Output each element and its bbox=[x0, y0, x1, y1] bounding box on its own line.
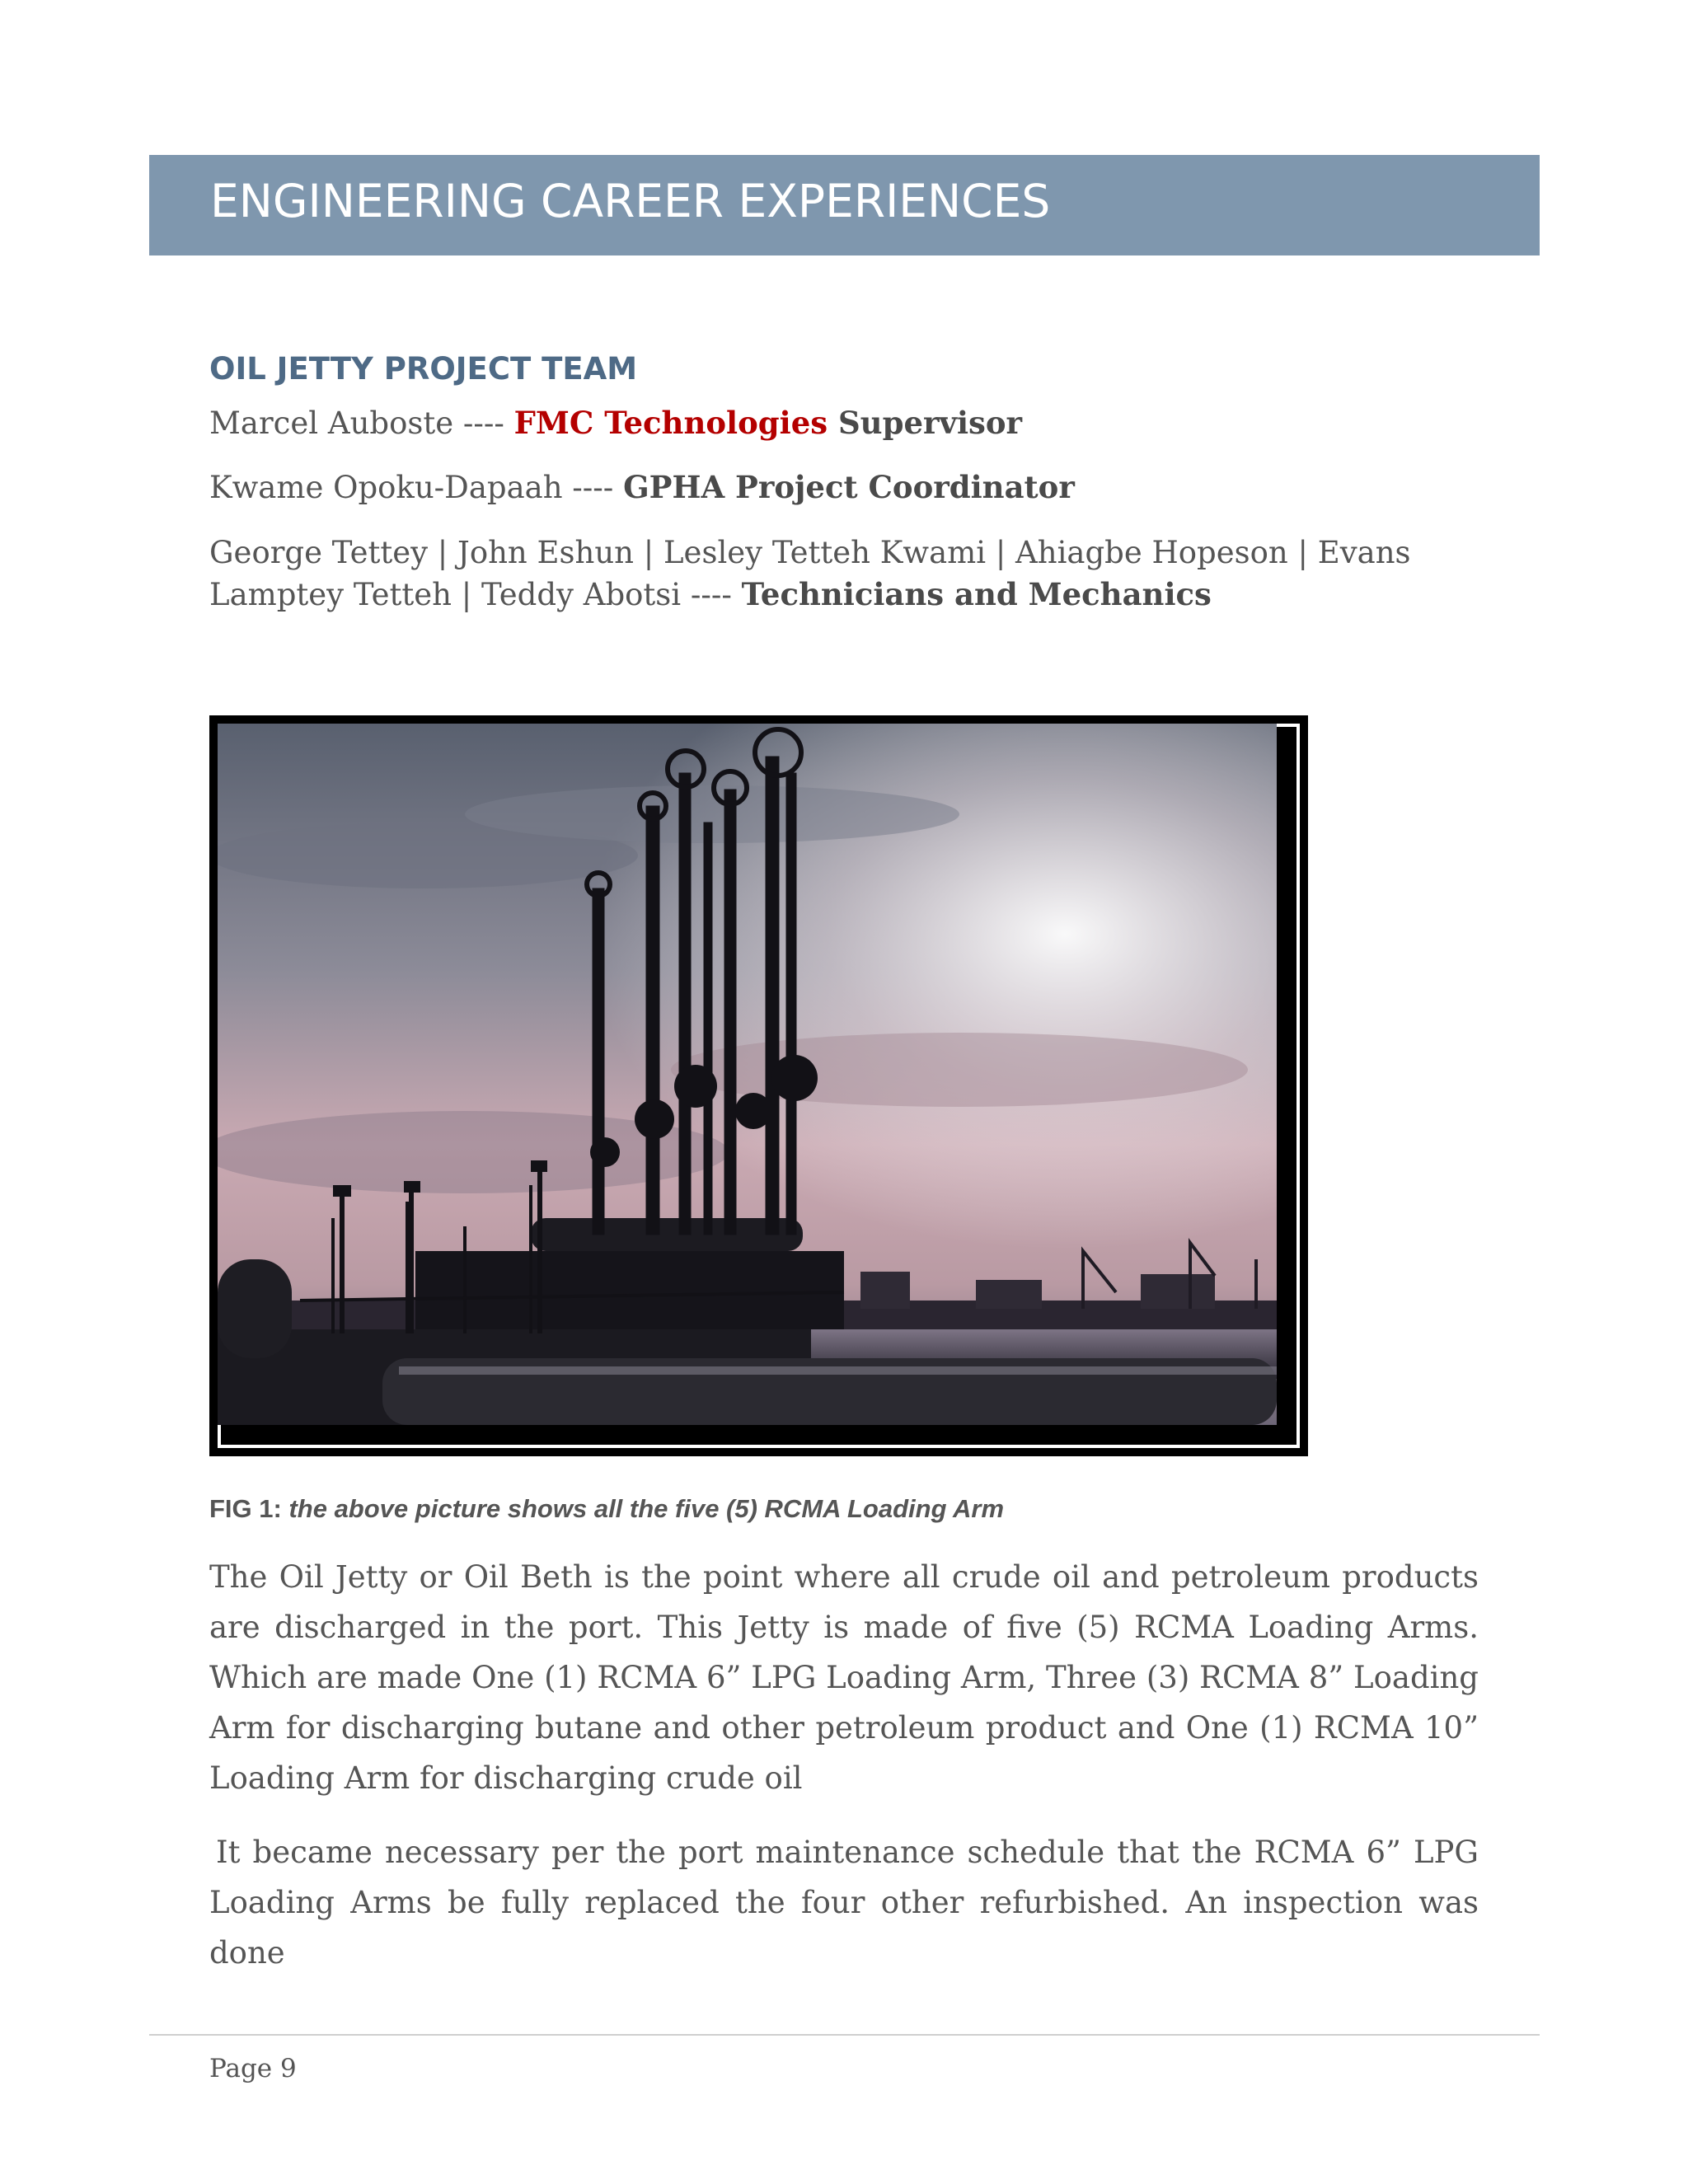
page-number: Page 9 bbox=[209, 2054, 297, 2083]
member-names: Marcel Auboste ---- bbox=[209, 405, 514, 441]
member-role: Technicians and Mechanics bbox=[741, 576, 1212, 612]
member-role: Supervisor bbox=[828, 405, 1023, 441]
figure-caption-text: the above picture shows all the five (5) RCMA Loading Arm bbox=[281, 1494, 1005, 1523]
body-paragraph: The Oil Jetty or Oil Beth is the point where all crude oil and petroleum products are discharged in the port. This Jetty is made of five (5) RCMA Loading Arms. Which are made One (1) RCMA 6” LPG Loading Arm, Three (3) RCMA 8” Loading Arm for discharging butane and other petroleum product and One (1) RCMA 10” Loading Arm for discharging crude oil bbox=[209, 1559, 1479, 1796]
footer-divider bbox=[149, 2034, 1540, 2036]
team-heading: OIL JETTY PROJECT TEAM bbox=[209, 351, 638, 387]
member-names: George Tettey | John Eshun | Lesley Tetteh Kwami | Ahiagbe Hopeson | Evans Lamptey Tetteh | Teddy Abotsi ---- bbox=[209, 535, 1411, 612]
member-role: GPHA Project Coordinator bbox=[623, 469, 1075, 505]
member-names: Kwame Opoku-Dapaah ---- bbox=[209, 470, 624, 505]
company-name: FMC Technologies bbox=[513, 405, 828, 441]
section-title: ENGINEERING CAREER EXPERIENCES bbox=[210, 175, 1051, 227]
section-header-bar bbox=[149, 155, 1540, 255]
loading-arms-photo bbox=[218, 724, 1277, 1425]
figure-photo-frame bbox=[209, 715, 1308, 1456]
body-paragraph: It became necessary per the port maintenance schedule that the RCMA 6” LPG Loading Arms be fully replaced the four other refurbished. An inspection was done bbox=[209, 1835, 1479, 1971]
team-member-line bbox=[209, 402, 1495, 444]
team-member-line bbox=[209, 532, 1495, 616]
team-member-line bbox=[209, 466, 1495, 509]
figure-caption bbox=[209, 1494, 1004, 1524]
figure-label: FIG 1: bbox=[209, 1494, 282, 1523]
